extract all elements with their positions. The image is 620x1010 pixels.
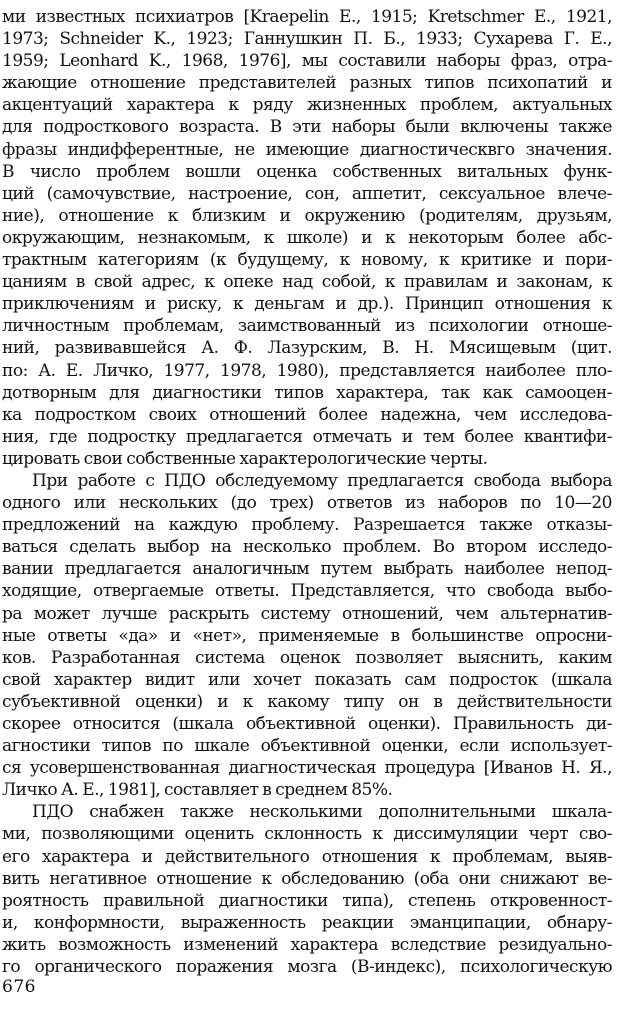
text-line: ния, где подростку предлагается отмечать и тем более квантифи-: [2, 426, 612, 447]
text-line: вить негативное отношение к обследованию (оба они снижают ве-: [2, 868, 612, 889]
text-line: жающие отношение представителей разных типов психопатий и: [2, 73, 612, 94]
text-line: ний, развивавшейся А. Ф. Лазурским, В. Н. Мясищевым (цит.: [2, 338, 612, 359]
text-line: скорее относится (шкала объективной оценки). Правильность ди-: [2, 714, 612, 734]
text-line: В число проблем вошли оценка собственных витальных функ-: [2, 161, 612, 182]
text-line: ми, позволяющими оценить склонность к диссимуляции черт сво-: [2, 824, 612, 845]
text-line: цаниям в свой адрес, к опеке над собой, к правилам и законам, к: [2, 272, 612, 293]
text-line: ций (самочувствие, настроение, сон, аппетит, сексуальное влече-: [2, 183, 612, 204]
text-line: окружающим, незнакомым, к школе) и к некоторым более абс-: [2, 227, 612, 248]
paragraph-3: [2, 801, 612, 978]
text-line: При работе с ПДО обследуемому предлагается свобода выбора: [32, 470, 612, 491]
text-line: ходящие, отвергаемые ответы. Представляется, что свобода выбо-: [2, 581, 612, 602]
paragraph-1: [2, 6, 612, 470]
text-line: ПДО снабжен также несколькими дополнительными шкала-: [32, 802, 612, 823]
text-line: и, конформности, выраженность реакции эманципации, обнару-: [2, 912, 612, 933]
paragraph-2: [2, 470, 612, 801]
text-line: субъективной оценки) и к какому типу он в действительности: [2, 691, 612, 712]
text-line: его характера и действительного отношения к проблемам, выяв-: [2, 846, 612, 867]
text-line: приключениям и риску, к деньгам и др.). Принцип отношения к: [2, 294, 612, 315]
text-line: ми известных психиатров [Kraepelin E., 1915; Kretschmer E., 1921,: [2, 7, 612, 27]
text-line: трактным категориям (к будущему, к новому, к критике и пори-: [2, 250, 612, 271]
text-line: личностным проблемам, заимствованный из психологии отноше-: [2, 316, 612, 337]
text-line: роятность правильной диагностики типа), степень откровенност-: [2, 890, 612, 911]
text-line: одного или нескольких (до трех) ответов из наборов по 10—20: [2, 493, 612, 514]
text-line: ка подростком своих отношений более надежна, чем исследова-: [2, 404, 612, 425]
text-line: агностики типов по шкале объективной оценки, если использует-: [2, 736, 612, 757]
text-line: фразы индифферентные, не имеющие диагностическвго значения.: [2, 139, 612, 160]
text-line: для подросткового возраста. В эти наборы были включены также: [2, 117, 612, 138]
text-line: ние), отношение к близким и окружению (родителям, друзьям,: [2, 205, 612, 226]
text-line: жить возможность изменений характера вследствие резидуально-: [2, 934, 612, 955]
text-line: дотворным для диагностики типов характера, так как самооцен-: [2, 382, 612, 403]
text-line: Личко А. Е., 1981], составляет в среднем 85%.: [2, 780, 393, 801]
text-line: цировать свои собственные характерологические черты.: [2, 448, 488, 469]
page-number: 676: [2, 977, 36, 997]
text-line: ра может лучше раскрыть систему отношений, чем альтернатив-: [2, 603, 612, 624]
text-line: вании предлагается аналогичным путем выбрать наиболее непод-: [2, 559, 612, 580]
text-line: ков. Разработанная система оценок позволяет выяснить, каким: [2, 647, 612, 668]
text-line: акцентуаций характера к ряду жизненных проблем, актуальных: [2, 95, 612, 116]
text-line: 1973; Schneider K., 1923; Ганнушкин П. Б., 1933; Сухарева Г. Е.,: [2, 29, 612, 50]
text-line: по: А. Е. Личко, 1977, 1978, 1980), представляется наиболее пло-: [2, 360, 612, 381]
text-line: 1959; Leonhard K., 1968, 1976], мы составили наборы фраз, отра-: [2, 51, 612, 72]
text-line: го органического поражения мозга (В-индекс), психологическую: [2, 957, 612, 978]
text-line: свой характер видит или хочет показать сам подросток (шкала: [2, 669, 612, 690]
text-line: ные ответы «да» и «нет», применяемые в большинстве опросни-: [2, 625, 612, 646]
text-line: ваться сделать выбор на несколько проблем. Во втором исследо-: [2, 537, 612, 558]
text-line: ся усовершенствованная диагностическая процедура [Иванов Н. Я.,: [2, 758, 612, 779]
text-line: предложений на каждую проблему. Разрешается также отказы-: [2, 515, 612, 536]
